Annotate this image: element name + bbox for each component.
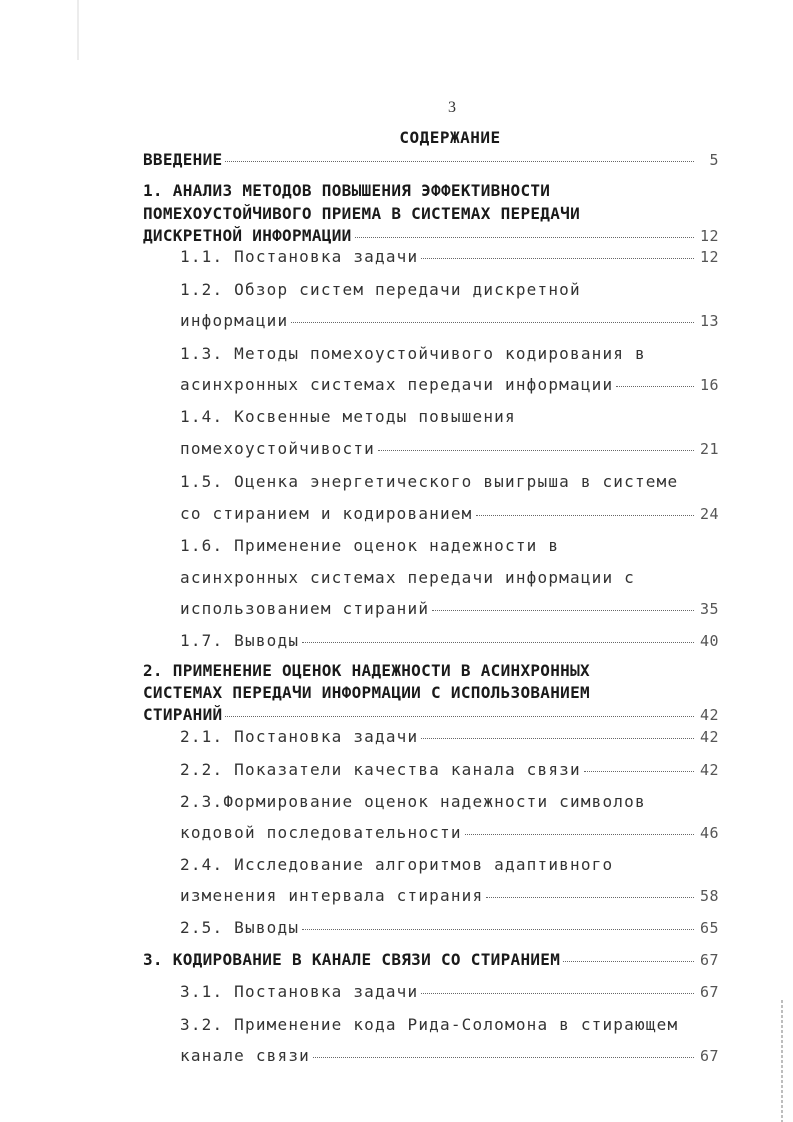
- toc-entry-text: асинхронных системах передачи информации: [180, 375, 614, 394]
- toc-entry-text: помехоустойчивости: [180, 439, 375, 458]
- toc-section-1-1[interactable]: [180, 247, 719, 269]
- toc-entry-text: 3. КОДИРОВАНИЕ В КАНАЛЕ СВЯЗИ СО СТИРАНИЕМ: [143, 950, 561, 969]
- dot-leader: [225, 161, 694, 162]
- toc-entry-text: ПОМЕХОУСТОЙЧИВОГО ПРИЕМА В СИСТЕМАХ ПЕРЕДАЧИ: [143, 204, 581, 223]
- toc-page-number: 13: [699, 312, 719, 330]
- toc-page-number: 67: [699, 951, 719, 969]
- toc-section-1-6-line-1[interactable]: [180, 536, 719, 558]
- page-title: СОДЕРЖАНИЕ: [399, 128, 501, 147]
- toc-page-number: 42: [699, 728, 719, 746]
- toc-page-number: 58: [699, 887, 719, 905]
- toc-page-number: 24: [699, 505, 719, 523]
- toc-entry-text: канале связи: [180, 1046, 310, 1065]
- dot-leader: [584, 771, 694, 772]
- dot-leader: [378, 450, 694, 451]
- toc-section-2-4-line-2[interactable]: [180, 886, 719, 908]
- toc-page-number: 67: [699, 983, 719, 1001]
- toc-entry-text: информации: [180, 311, 289, 330]
- toc-section-1-6-line-2[interactable]: [180, 568, 719, 590]
- toc-section-2-3-line-1[interactable]: [180, 792, 719, 814]
- toc-entry-text: 1.4. Косвенные методы повышения: [180, 407, 516, 426]
- toc-section-1-6-line-3[interactable]: [180, 599, 719, 621]
- toc-entry-text: 1.5. Оценка энергетического выигрыша в системе: [180, 472, 679, 491]
- toc-entry-text: ДИСКРЕТНОЙ ИНФОРМАЦИИ: [143, 226, 352, 245]
- toc-entry-text: СТИРАНИЙ: [143, 705, 223, 724]
- toc-entry-text: 3.2. Применение кода Рида-Соломона в стирающем: [180, 1015, 679, 1034]
- toc-entry-text: со стиранием и кодированием: [180, 504, 473, 523]
- toc-page-number: 21: [699, 440, 719, 458]
- toc-entry-text: 2.4. Исследование алгоритмов адаптивного: [180, 855, 614, 874]
- toc-entry-text: 2. ПРИМЕНЕНИЕ ОЦЕНОК НАДЕЖНОСТИ В АСИНХРОННЫХ: [143, 661, 590, 680]
- toc-page-number: 65: [699, 919, 719, 937]
- toc-section-1-5-line-2[interactable]: [180, 504, 719, 526]
- toc-entry-text: 2.2. Показатели качества канала связи: [180, 760, 581, 779]
- toc-chapter-1-line-1[interactable]: [143, 181, 719, 203]
- toc-entry-text: кодовой последовательности: [180, 823, 462, 842]
- toc-entry-text: 2.3.Формирование оценок надежности символов: [180, 792, 646, 811]
- toc-page-number: 42: [699, 706, 719, 724]
- dot-leader: [432, 610, 694, 611]
- page-number: 3: [448, 99, 456, 116]
- toc-page-number: 35: [699, 600, 719, 618]
- toc-entry-text: 1.6. Применение оценок надежности в: [180, 536, 560, 555]
- toc-section-1-3-line-1[interactable]: [180, 344, 719, 366]
- toc-entry-text: СИСТЕМАХ ПЕРЕДАЧИ ИНФОРМАЦИИ С ИСПОЛЬЗОВАНИЕМ: [143, 683, 590, 702]
- dot-leader: [421, 738, 694, 739]
- toc-section-1-2-line-1[interactable]: [180, 280, 719, 302]
- toc-section-1-4-line-2[interactable]: [180, 439, 719, 461]
- toc-section-1-4-line-1[interactable]: [180, 407, 719, 429]
- dot-leader: [291, 322, 694, 323]
- dot-leader: [476, 515, 695, 516]
- toc-chapter-2-line-2[interactable]: [143, 683, 719, 705]
- dot-leader: [563, 961, 694, 962]
- toc-chapter-1-line-2[interactable]: [143, 204, 719, 226]
- dot-leader: [421, 258, 694, 259]
- toc-entry-text: использованием стираний: [180, 599, 430, 618]
- toc-entry-text: асинхронных системах передачи информации с: [180, 568, 635, 587]
- toc-chapter-3[interactable]: [143, 950, 719, 972]
- dot-leader: [225, 716, 694, 717]
- toc-page-number: 40: [699, 632, 719, 650]
- toc-section-1-3-line-2[interactable]: [180, 375, 719, 397]
- dot-leader: [302, 642, 694, 643]
- toc-page-number: 67: [699, 1047, 719, 1065]
- dot-leader: [421, 993, 694, 994]
- dot-leader: [313, 1057, 694, 1058]
- toc-entry-introduction[interactable]: [143, 150, 719, 172]
- toc-section-2-1[interactable]: [180, 727, 719, 749]
- toc-entry-text: 1.2. Обзор систем передачи дискретной: [180, 280, 581, 299]
- toc-section-1-2-line-2[interactable]: [180, 311, 719, 333]
- toc-chapter-2-line-1[interactable]: [143, 661, 719, 683]
- toc-section-3-2-line-1[interactable]: [180, 1015, 719, 1037]
- dot-leader: [616, 386, 694, 387]
- toc-chapter-1-line-3[interactable]: [143, 226, 719, 248]
- toc-entry-text: ВВЕДЕНИЕ: [143, 150, 223, 169]
- toc-page-number: 16: [699, 376, 719, 394]
- toc-entry-text: 1.3. Методы помехоустойчивого кодирования в: [180, 344, 646, 363]
- toc-page-number: 5: [709, 151, 719, 169]
- toc-page-number: 46: [699, 824, 719, 842]
- toc-section-1-7[interactable]: [180, 631, 719, 653]
- toc-chapter-2-line-3[interactable]: [143, 705, 719, 727]
- toc-entry-text: 2.5. Выводы: [180, 918, 300, 937]
- dot-leader: [355, 237, 694, 238]
- toc-entry-text: изменения интервала стирания: [180, 886, 484, 905]
- toc-page-number: 12: [699, 227, 719, 245]
- toc-page-number: 42: [699, 761, 719, 779]
- toc-entry-text: 1.1. Постановка задачи: [180, 247, 419, 266]
- toc-section-3-1[interactable]: [180, 982, 719, 1004]
- toc-page-number: 12: [699, 248, 719, 266]
- toc-section-1-5-line-1[interactable]: [180, 472, 719, 494]
- toc-entry-text: 1.7. Выводы: [180, 631, 300, 650]
- toc-section-2-5[interactable]: [180, 918, 719, 940]
- toc-section-3-2-line-2[interactable]: [180, 1046, 719, 1068]
- toc-entry-text: 1. АНАЛИЗ МЕТОДОВ ПОВЫШЕНИЯ ЭФФЕКТИВНОСТИ: [143, 181, 551, 200]
- toc-section-2-2[interactable]: [180, 760, 719, 782]
- toc-section-2-3-line-2[interactable]: [180, 823, 719, 845]
- toc-section-2-4-line-1[interactable]: [180, 855, 719, 877]
- dot-leader: [465, 834, 694, 835]
- dot-leader: [486, 897, 694, 898]
- toc-entry-text: 2.1. Постановка задачи: [180, 727, 419, 746]
- toc-entry-text: 3.1. Постановка задачи: [180, 982, 419, 1001]
- dot-leader: [302, 929, 694, 930]
